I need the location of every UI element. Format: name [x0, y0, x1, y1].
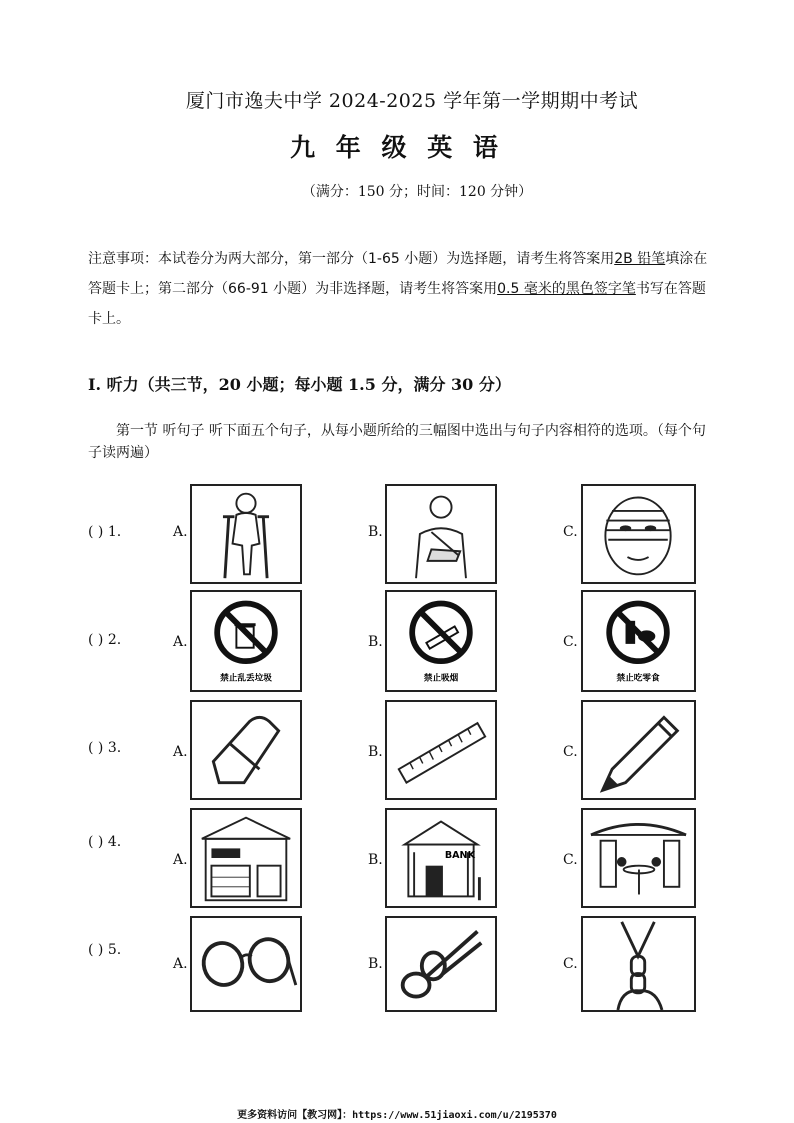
notice-underline-pen: 0.5 毫米的黑色签字笔: [497, 281, 636, 297]
option-label: B.: [368, 956, 383, 972]
question-1: [0, 480, 794, 580]
option-label: A.: [173, 744, 188, 760]
question-4: [0, 808, 794, 908]
question-number: ( ) 2.: [88, 632, 122, 648]
notice-underline-pencil: 2B 铅笔: [614, 251, 666, 267]
footer-link[interactable]: 更多资料访问【教习网】：https://www.51jiaoxi.com/u/2195370: [237, 1110, 557, 1121]
option-label: B.: [368, 524, 383, 540]
question-number: ( ) 4.: [88, 834, 122, 850]
subject-title: 九 年 级 英 语: [290, 133, 504, 162]
option-label: C.: [563, 744, 578, 760]
bandaged-head-icon: [581, 484, 696, 584]
cafe-icon: [581, 808, 696, 908]
notice-part3: 书写在答题卡上。: [88, 281, 706, 327]
score-time: （满分：150 分；时间：120 分钟）: [301, 184, 533, 200]
question-number: ( ) 1.: [88, 524, 122, 540]
arm-sling-icon: [385, 484, 497, 584]
crutches-icon: [190, 484, 302, 584]
option-label: C.: [563, 634, 578, 650]
option-label: A.: [173, 956, 188, 972]
bank-sign: BANK: [444, 850, 475, 861]
question-5: [0, 916, 794, 1016]
scissors-icon: [385, 916, 497, 1012]
option-label: A.: [173, 524, 188, 540]
notice-part2: 填涂在答题卡上；第二部分（66-91 小题）为非选择题，请考生将答案用: [88, 251, 708, 297]
sign-caption: 禁止吸烟: [423, 673, 459, 684]
question-number: ( ) 3.: [88, 740, 122, 756]
sign-caption: 禁止吃零食: [616, 673, 660, 684]
notice: [88, 244, 710, 334]
bank-icon: [385, 808, 497, 908]
glasses-icon: [190, 916, 302, 1012]
option-label: C.: [563, 524, 578, 540]
option-label: A.: [173, 634, 188, 650]
store-icon: [190, 808, 302, 908]
option-label: B.: [368, 634, 383, 650]
question-3: [0, 700, 794, 800]
question-2: [0, 590, 794, 690]
section-heading: Ⅰ. 听力（共三节，20 小题；每小题 1.5 分，满分 30 分）: [88, 375, 511, 394]
option-label: A.: [173, 852, 188, 868]
option-label: B.: [368, 744, 383, 760]
ruler-icon: [385, 700, 497, 800]
option-label: C.: [563, 956, 578, 972]
sign-caption: 禁止乱丢垃圾: [220, 673, 272, 684]
notice-part1: 注意事项：本试卷分为两大部分，第一部分（1-65 小题）为选择题，请考生将答案用: [88, 251, 615, 267]
exam-title: 厦门市逸夫中学 2024-2025 学年第一学期期中考试: [185, 90, 639, 112]
no-smoking-icon: [385, 590, 497, 692]
option-label: C.: [563, 852, 578, 868]
question-number: ( ) 5.: [88, 942, 122, 958]
section-instruction: 第一节 听句子 听下面五个句子，从每小题所给的三幅图中选出与句子内容相符的选项。（每个句子读两遍）: [88, 423, 706, 461]
keychain-icon: [581, 916, 696, 1012]
eraser-icon: [190, 700, 302, 800]
no-snacks-icon: [581, 590, 696, 692]
option-label: B.: [368, 852, 383, 868]
pencil-icon: [581, 700, 696, 800]
no-littering-icon: [190, 590, 302, 692]
